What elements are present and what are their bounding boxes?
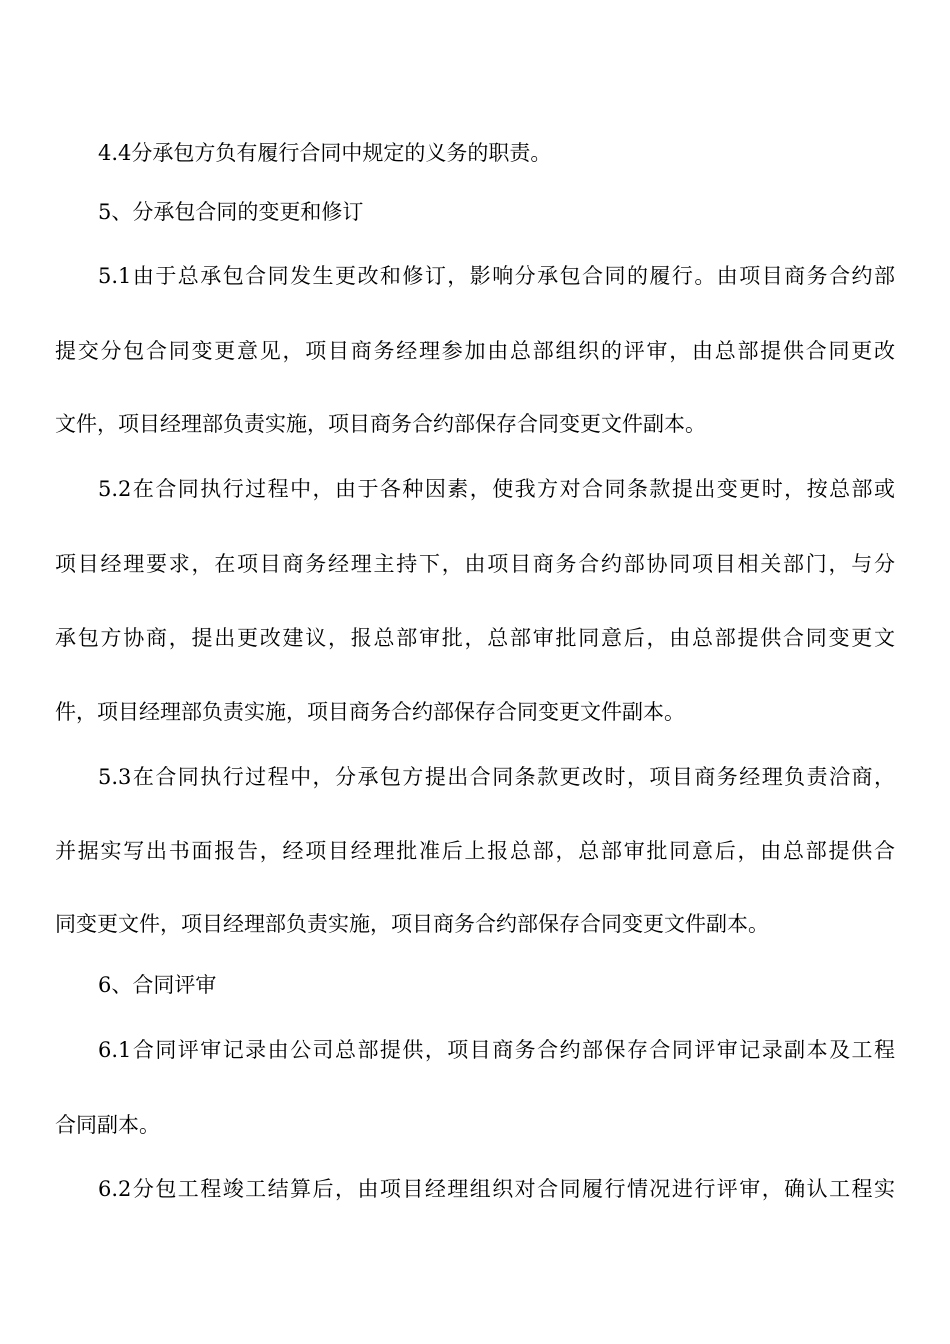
- clause-6-2-line-1: 6.2分包工程竣工结算后，由项目经理组织对合同履行情况进行评审，确认工程实: [98, 1177, 895, 1201]
- clause-5-2-line-2: 项目经理要求，在项目商务经理主持下，由项目商务合约部协同项目相关部门，与分: [55, 552, 895, 576]
- clause-5-3-line-2: 并据实写出书面报告，经项目经理批准后上报总部，总部审批同意后，由总部提供合: [55, 839, 895, 863]
- clause-5-2-line-4: 件，项目经理部负责实施，项目商务合约部保存合同变更文件副本。: [55, 700, 685, 724]
- clause-5-2-line-3: 承包方协商，提出更改建议，报总部审批，总部审批同意后，由总部提供合同变更文: [55, 626, 895, 650]
- clause-5-1-line-1: 5.1由于总承包合同发生更改和修订，影响分承包合同的履行。由项目商务合约部: [98, 264, 895, 288]
- section-5-heading: 5、分承包合同的变更和修订: [98, 200, 364, 224]
- clause-4-4-line: 4.4分承包方负有履行合同中规定的义务的职责。: [98, 141, 552, 165]
- clause-5-2-line-1: 5.2在合同执行过程中，由于各种因素，使我方对合同条款提出变更时，按总部或: [98, 477, 895, 501]
- clause-5-3-line-1: 5.3在合同执行过程中，分承包方提出合同条款更改时，项目商务经理负责洽商，: [98, 765, 895, 789]
- clause-5-3-line-3: 同变更文件，项目经理部负责实施，项目商务合约部保存合同变更文件副本。: [55, 912, 769, 936]
- clause-6-1-line-2: 合同副本。: [55, 1113, 160, 1137]
- clause-6-1-line-1: 6.1合同评审记录由公司总部提供，项目商务合约部保存合同评审记录副本及工程: [98, 1038, 895, 1062]
- clause-5-1-line-2: 提交分包合同变更意见，项目商务经理参加由总部组织的评审，由总部提供合同更改: [55, 339, 895, 363]
- section-6-heading: 6、合同评审: [98, 973, 217, 997]
- clause-5-1-line-3: 文件，项目经理部负责实施，项目商务合约部保存合同变更文件副本。: [55, 412, 706, 436]
